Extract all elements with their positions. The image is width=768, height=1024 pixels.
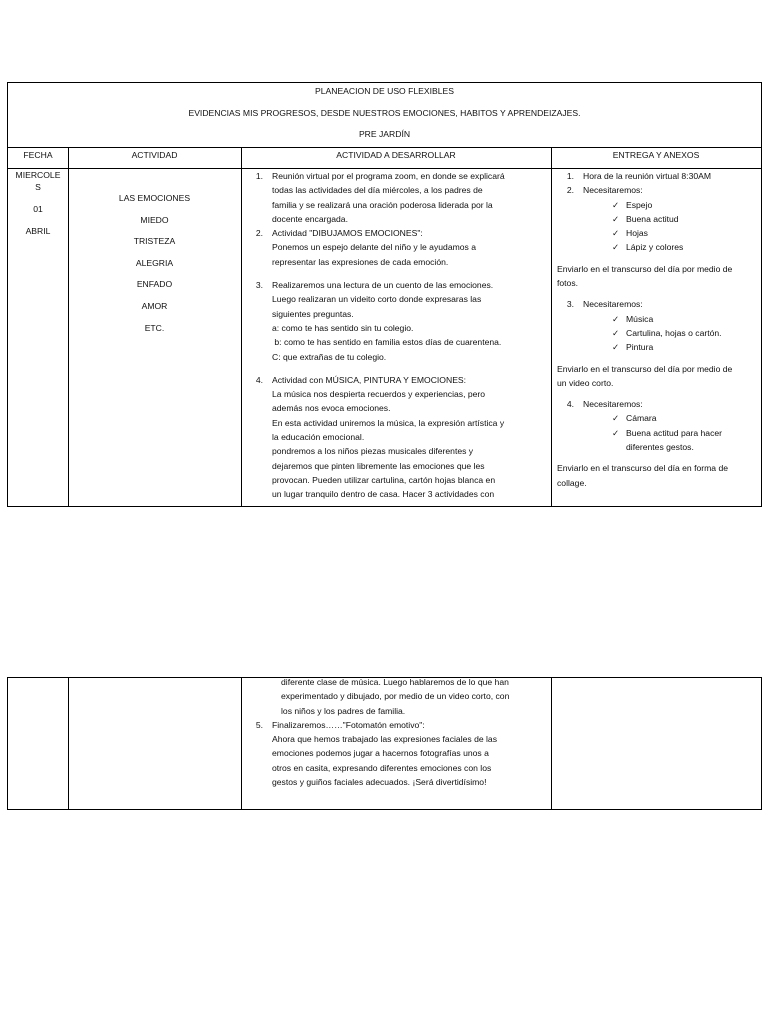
text-line: En esta actividad uniremos la música, la expresión artística y	[272, 417, 505, 428]
divider	[551, 147, 552, 506]
text-line: un lugar tranquilo dentro de casa. Hacer 3 actividades con	[272, 489, 495, 500]
col-fecha: FECHA	[23, 150, 53, 160]
delivery-note: Enviarlo en el transcurso del día en forma de	[557, 463, 729, 474]
fecha-cell	[8, 169, 68, 245]
text-line: Ahora que hemos trabajado las expresiones faciales de las	[272, 734, 498, 745]
item-number: 5.	[255, 719, 263, 730]
item-number: 2.	[566, 185, 574, 196]
entrega-item-4	[557, 397, 761, 411]
table-header	[8, 83, 761, 148]
list-item: AMOR	[141, 300, 168, 311]
col-entrega: ENTREGA Y ANEXOS	[612, 150, 700, 160]
checklist-item	[557, 198, 761, 212]
item-number: 2.	[255, 228, 263, 239]
checkmark-icon: ✓	[612, 413, 620, 424]
text-line: además nos evoca emociones.	[272, 403, 391, 414]
checkmark-icon: ✓	[612, 427, 620, 438]
text-line: La música nos despierta recuerdos y experiencias, pero	[272, 389, 486, 400]
checklist-text: diferentes gestos.	[626, 442, 694, 453]
entrega-item-1	[557, 169, 761, 183]
grade-label: PRE JARDÍN	[358, 129, 411, 139]
text-line: la educación emocional.	[272, 432, 365, 443]
checkmark-icon: ✓	[612, 327, 620, 338]
item-number: 4.	[566, 399, 574, 410]
item-number: 1.	[566, 171, 574, 181]
text-line: Luego realizaran un videito corto donde expresaras las	[272, 294, 482, 305]
checklist-item	[557, 411, 761, 425]
text-line: Actividad con MÚSICA, PINTURA Y EMOCIONES:	[272, 374, 467, 385]
list-item: TRISTEZA	[133, 236, 176, 247]
activity-item-5	[246, 718, 551, 789]
divider	[68, 678, 69, 809]
checklist-text: Música	[626, 313, 654, 324]
text-line: todas las actividades del día miércoles, a los padres de	[272, 185, 483, 196]
text-line: Ponemos un espejo delante del niño y le ayudamos a	[272, 242, 477, 253]
activity-item-1	[246, 169, 551, 226]
text-line: Finalizaremos……"Fotomatón emotivo":	[272, 719, 425, 730]
delivery-note: Enviarlo en el transcurso del día por medio de	[557, 263, 733, 274]
text-line: Hora de la reunión virtual 8:30AM	[583, 171, 712, 181]
title: PLANEACION DE USO FLEXIBLES	[315, 86, 454, 96]
list-item: LAS EMOCIONES	[118, 193, 191, 203]
text-line: C: que extrañas de tu colegio.	[272, 351, 387, 362]
text-line: pondremos a los niños piezas musicales diferentes y	[272, 446, 474, 457]
activity-item-2	[246, 226, 551, 269]
checkmark-icon: ✓	[612, 342, 620, 353]
checklist-item	[557, 212, 761, 226]
checklist-item	[557, 340, 761, 354]
checklist-text: Cartulina, hojas o cartón.	[626, 327, 722, 338]
checklist-item	[557, 326, 761, 340]
text-line: dejaremos que pinten libremente las emociones que les	[272, 460, 485, 471]
divider	[551, 678, 552, 809]
checklist-item	[557, 426, 761, 440]
checklist-item	[557, 312, 761, 326]
text-line: b: como te has sentido en familia estos días de cuarentena.	[272, 337, 502, 348]
text-line: representar las expresiones de cada emoción.	[272, 256, 449, 267]
divider	[241, 678, 242, 809]
checklist-text: Hojas	[626, 228, 648, 239]
text-line: otros en casita, expresando diferentes emociones con los	[272, 762, 492, 773]
entrega-cell	[557, 169, 761, 490]
divider	[241, 147, 242, 506]
planning-table	[7, 82, 762, 507]
column-headers	[8, 147, 761, 169]
text-line: Realizaremos una lectura de un cuento de las emociones.	[272, 280, 494, 291]
checklist-item	[557, 226, 761, 240]
checklist-text: Cámara	[626, 413, 657, 424]
text-line: los niños y los padres de familia.	[281, 705, 406, 716]
item-number: 4.	[255, 374, 263, 385]
checklist-text: Lápiz y colores	[626, 242, 684, 253]
list-item: ALEGRIA	[135, 257, 174, 268]
delivery-note: un video corto.	[557, 377, 614, 388]
item-number: 3.	[566, 299, 574, 310]
checklist-text: Buena actitud para hacer	[626, 427, 723, 438]
desarrollar-cell-continued	[246, 675, 551, 789]
text-line: a: como te has sentido sin tu colegio.	[272, 322, 414, 333]
text-line: Actividad "DIBUJAMOS EMOCIONES":	[272, 228, 423, 239]
checklist-item	[557, 240, 761, 254]
text-line: Necesitaremos:	[583, 299, 643, 310]
checklist-text: Espejo	[626, 199, 653, 210]
item-number: 1.	[255, 171, 263, 181]
fecha-day-a: MIERCOLE	[15, 170, 61, 180]
text-line: emociones podemos jugar a hacernos fotografías unos a	[272, 748, 489, 759]
list-item: ENFADO	[136, 279, 173, 290]
checkmark-icon: ✓	[612, 199, 620, 210]
checkmark-icon: ✓	[612, 228, 620, 239]
delivery-note: Enviarlo en el transcurso del día por medio de	[557, 363, 733, 374]
text-line: familia y se realizará una oración poderosa liderada por la	[272, 199, 493, 210]
activity-item-3	[246, 278, 551, 364]
delivery-note: fotos.	[557, 278, 579, 289]
list-item: ETC.	[144, 322, 165, 333]
delivery-note: collage.	[557, 477, 587, 488]
item-number: 3.	[255, 280, 263, 291]
text-line: siguientes preguntas.	[272, 308, 354, 319]
text-line: docente encargada.	[272, 213, 348, 224]
entrega-item-2	[557, 183, 761, 197]
checkmark-icon: ✓	[612, 242, 620, 253]
checkmark-icon: ✓	[612, 213, 620, 224]
col-actividad: ACTIVIDAD	[131, 150, 178, 160]
actividad-cell	[68, 191, 241, 342]
text-line: gestos y guiños faciales adecuados. ¡Será divertidísimo!	[272, 777, 487, 788]
text-line: experimentado y dibujado, por medio de un video corto, con	[281, 691, 510, 702]
text-line: diferente clase de música. Luego hablaremos de lo que han	[281, 677, 509, 687]
text-line: Reunión virtual por el programa zoom, en donde se explicará	[272, 171, 505, 181]
fecha-day-b: S	[35, 182, 41, 192]
desarrollar-cell	[246, 169, 551, 507]
col-desarrollar: ACTIVIDAD A DESARROLLAR	[336, 150, 456, 160]
planning-table-continued	[7, 677, 762, 810]
fecha-number: 01	[33, 204, 43, 214]
checkmark-icon: ✓	[612, 313, 620, 324]
subtitle: EVIDENCIAS MIS PROGRESOS, DESDE NUESTROS EMOCIONES, HABITOS Y APRENDEIZAJES.	[188, 108, 581, 118]
checklist-text: Pintura	[626, 342, 654, 353]
text-line: Necesitaremos:	[583, 185, 643, 196]
fecha-month: ABRIL	[25, 226, 51, 236]
checklist-text: Buena actitud	[626, 213, 679, 224]
list-item: MIEDO	[140, 214, 169, 225]
text-line: Necesitaremos:	[583, 399, 643, 410]
entrega-item-3	[557, 297, 761, 311]
activity-item-4	[246, 373, 551, 502]
text-line: provocan. Pueden utilizar cartulina, cartón hojas blanca en	[272, 474, 496, 485]
